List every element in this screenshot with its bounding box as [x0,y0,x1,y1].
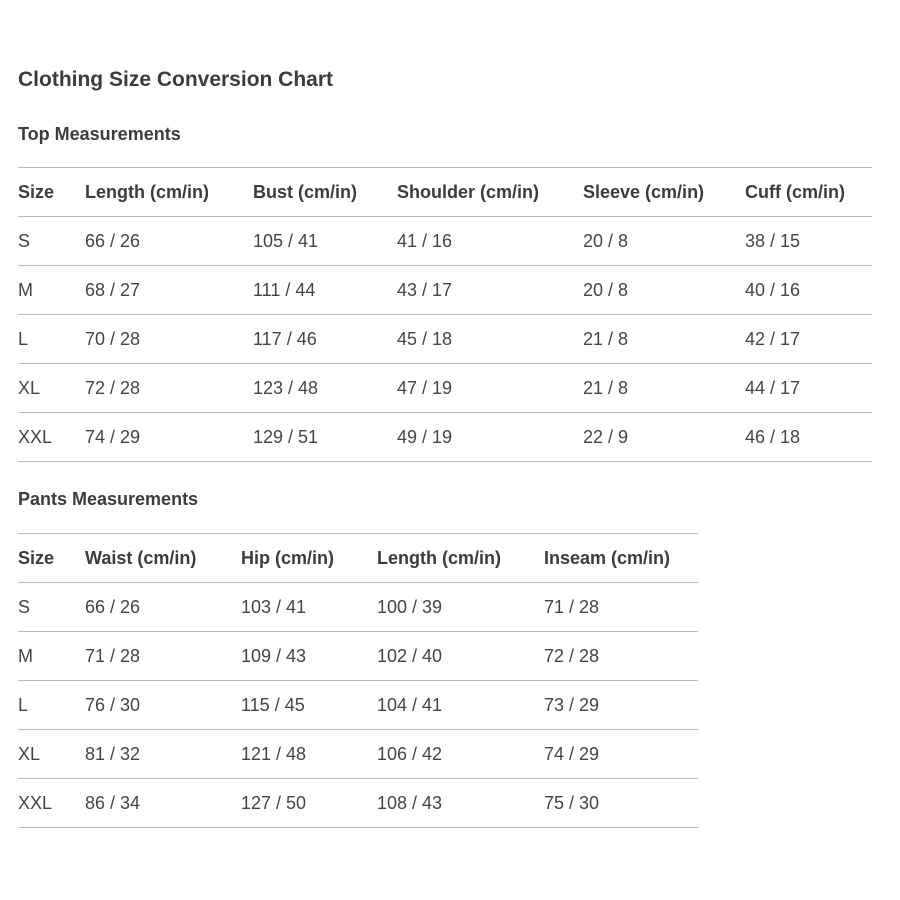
size-cell: XL [18,364,85,413]
table-cell: 49 / 19 [397,413,583,462]
table-cell: 129 / 51 [253,413,397,462]
table-cell: 21 / 8 [583,315,745,364]
table-cell: 109 / 43 [241,632,377,681]
table-cell: 103 / 41 [241,583,377,632]
size-cell: XL [18,730,85,779]
table-cell: 40 / 16 [745,266,872,315]
table-cell: 115 / 45 [241,681,377,730]
table-cell: 106 / 42 [377,730,544,779]
table-row [18,266,872,315]
table-header-row [18,168,872,217]
table-cell: 102 / 40 [377,632,544,681]
table-cell: 105 / 41 [253,217,397,266]
table-row [18,730,698,779]
table-row [18,779,698,828]
table-row [18,413,872,462]
table-cell: 74 / 29 [544,730,698,779]
table-cell: 22 / 9 [583,413,745,462]
table-cell: 68 / 27 [85,266,253,315]
table-cell: 81 / 32 [85,730,241,779]
size-cell: M [18,266,85,315]
size-cell: L [18,681,85,730]
table-cell: 121 / 48 [241,730,377,779]
table-cell: 127 / 50 [241,779,377,828]
table-cell: 104 / 41 [377,681,544,730]
table-cell: 47 / 19 [397,364,583,413]
column-header: Length (cm/in) [85,168,253,217]
table-header-row [18,534,698,583]
top-measurements-table [18,167,872,462]
table-cell: 123 / 48 [253,364,397,413]
table-cell: 41 / 16 [397,217,583,266]
top-measurements-title: Top Measurements [18,124,181,144]
size-cell: L [18,315,85,364]
table-cell: 73 / 29 [544,681,698,730]
table-cell: 75 / 30 [544,779,698,828]
table-row [18,681,698,730]
table-cell: 117 / 46 [253,315,397,364]
table-cell: 66 / 26 [85,583,241,632]
page-title: Clothing Size Conversion Chart [18,68,334,91]
table-cell: 42 / 17 [745,315,872,364]
size-cell: S [18,583,85,632]
table-row [18,364,872,413]
pants-measurements-title: Pants Measurements [18,489,199,509]
size-cell: XXL [18,413,85,462]
column-header: Hip (cm/in) [241,534,377,583]
table-cell: 74 / 29 [85,413,253,462]
column-header: Inseam (cm/in) [544,534,698,583]
table-cell: 21 / 8 [583,364,745,413]
table-cell: 46 / 18 [745,413,872,462]
table-row [18,315,872,364]
column-header: Bust (cm/in) [253,168,397,217]
table-cell: 71 / 28 [85,632,241,681]
pants-measurements-table [18,533,698,828]
table-row [18,632,698,681]
column-header: Cuff (cm/in) [745,168,872,217]
size-cell: XXL [18,779,85,828]
table-cell: 72 / 28 [85,364,253,413]
table-cell: 38 / 15 [745,217,872,266]
table-cell: 20 / 8 [583,266,745,315]
table-cell: 45 / 18 [397,315,583,364]
table-cell: 76 / 30 [85,681,241,730]
table-cell: 111 / 44 [253,266,397,315]
column-header: Size [18,168,85,217]
table-cell: 44 / 17 [745,364,872,413]
column-header: Sleeve (cm/in) [583,168,745,217]
table-cell: 72 / 28 [544,632,698,681]
table-cell: 71 / 28 [544,583,698,632]
column-header: Length (cm/in) [377,534,544,583]
column-header: Shoulder (cm/in) [397,168,583,217]
table-cell: 66 / 26 [85,217,253,266]
size-cell: S [18,217,85,266]
size-cell: M [18,632,85,681]
table-cell: 70 / 28 [85,315,253,364]
table-cell: 100 / 39 [377,583,544,632]
table-row [18,217,872,266]
table-cell: 43 / 17 [397,266,583,315]
column-header: Waist (cm/in) [85,534,241,583]
table-row [18,583,698,632]
column-header: Size [18,534,85,583]
table-cell: 108 / 43 [377,779,544,828]
table-cell: 20 / 8 [583,217,745,266]
table-cell: 86 / 34 [85,779,241,828]
